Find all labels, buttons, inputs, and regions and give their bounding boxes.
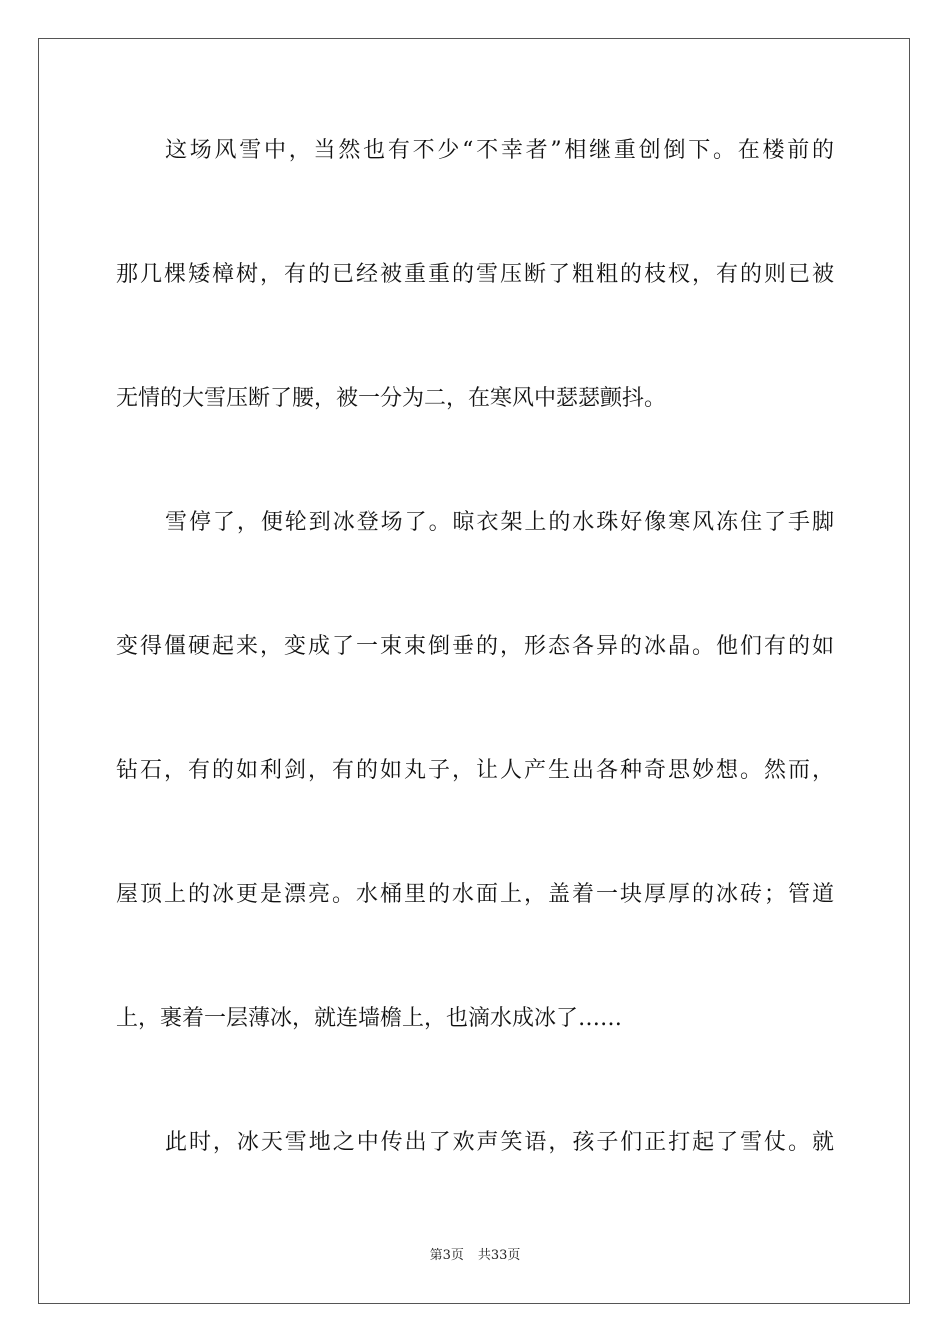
paragraph-1-line-3: 无情的大雪压断了腰，被一分为二，在寒风中瑟瑟颤抖。 [116, 386, 667, 411]
page-number: 第3页 [429, 1248, 464, 1263]
page-footer [0, 1247, 950, 1265]
paragraph-2-line-3: 钻石，有的如利剑，有的如丸子，让人产生出各种奇思妙想。然而， [116, 758, 834, 783]
page-total: 共33页 [477, 1248, 521, 1263]
paragraph-2-line-2: 变得僵硬起来，变成了一束束倒垂的，形态各异的冰晶。他们有的如 [116, 634, 834, 659]
paragraph-1-line-2: 那几棵矮樟树，有的已经被重重的雪压断了粗粗的枝杈，有的则已被 [116, 262, 834, 287]
paragraph-2-line-4: 屋顶上的冰更是漂亮。水桶里的水面上，盖着一块厚厚的冰砖；管道 [116, 882, 834, 907]
paragraph-1-line-1: 这场风雪中，当然也有不少“不幸者”相继重创倒下。在楼前的 [165, 138, 834, 163]
paragraph-2-line-1: 雪停了，便轮到冰登场了。晾衣架上的水珠好像寒风冻住了手脚 [165, 510, 834, 535]
paragraph-2-line-5: 上，裹着一层薄冰，就连墙檐上，也滴水成冰了…… [116, 1006, 623, 1031]
paragraph-3-line-1: 此时，冰天雪地之中传出了欢声笑语，孩子们正打起了雪仗。就 [165, 1130, 834, 1155]
page-border [38, 38, 910, 1304]
